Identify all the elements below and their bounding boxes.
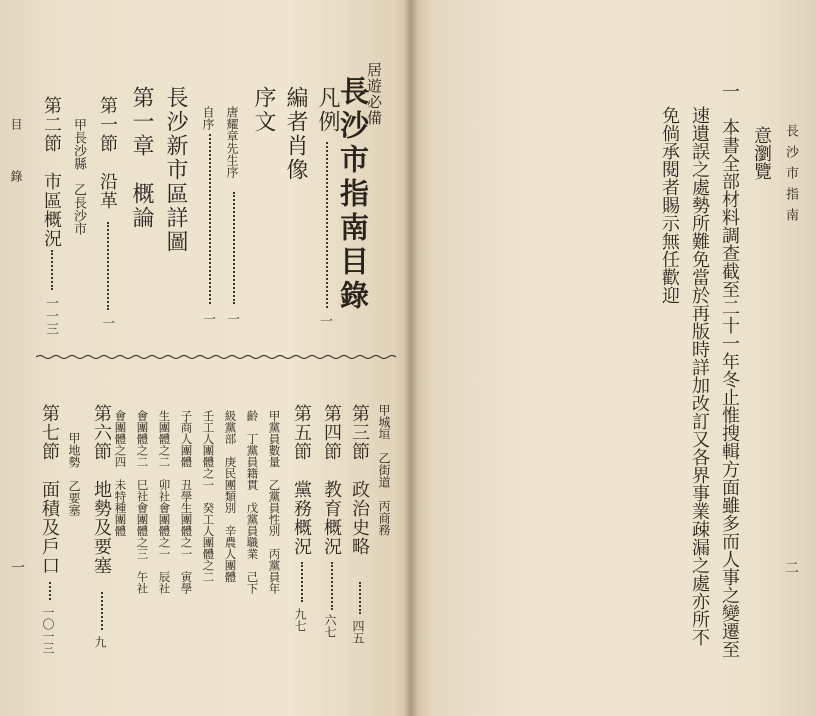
page-number-right: 二 [783, 560, 799, 574]
toc-entry-tang-preface: 唐耀章先生序 [225, 106, 239, 178]
toc-leader [49, 582, 51, 600]
toc-page-section-4: 六七 [323, 614, 337, 638]
notes-item-1-line-2: 速遺誤之處勢所難免當於再版時詳加改訂又各界事業疎漏之處亦所不 [689, 106, 710, 646]
toc-leader [107, 222, 109, 310]
toc-title: 長沙市指南目錄 [336, 76, 370, 314]
toc-entry-section-6: 第六節 地勢及要塞 [91, 404, 112, 575]
toc-entry-section-5-sub: 甲黨員數量 乙黨員性別 丙黨員年 [267, 410, 282, 594]
toc-title-subtitle: 居遊必備 [365, 62, 383, 126]
toc-entry-city-map: 長沙新市區詳圖 [163, 86, 188, 254]
toc-leader [209, 134, 211, 304]
toc-leader [101, 592, 103, 630]
toc-entry-section-2-sub: 甲城垣 乙街道 丙商務 [377, 404, 391, 536]
toc-leader [331, 562, 333, 610]
toc-entry-section-5-sub: 壬工人團體之一 癸工人團體之二 [201, 410, 216, 583]
toc-entry-section-5-sub: 生團體之二 卯社會團體之一 辰社 [157, 410, 172, 594]
toc-leader [301, 562, 303, 602]
page-number-left: 一 [9, 560, 25, 574]
running-header-title: 長沙市指南 [783, 124, 798, 229]
toc-entry-section-6-sub: 甲地勢 乙要塞 [67, 432, 81, 516]
running-footer-label: 目 錄 [9, 118, 23, 196]
toc-page-section-7: 一〇一三 [41, 606, 55, 654]
toc-page-tang-preface: 一 [224, 312, 239, 325]
toc-entry-section-1: 第一節 沿革 [97, 96, 118, 210]
toc-entry-preface: 序文 [251, 86, 276, 134]
toc-entry-section-5-sub: 會團體之二 巳社會團體之三 午社 [135, 410, 150, 594]
notes-item-1-line-3: 免倘承閱者賜示無任歡迎 [659, 106, 680, 304]
toc-entry-chapter-1: 第一章 概論 [129, 86, 154, 230]
toc-entry-section-4: 第四節 教育概況 [321, 404, 342, 556]
toc-page-section-2: 一一三 [43, 296, 58, 335]
toc-entry-section-5: 第五節 黨務概況 [291, 404, 312, 556]
notes-line-continuation: 意瀏覽 [751, 126, 772, 180]
toc-entry-section-3: 第三節 政治史略 [349, 404, 370, 556]
toc-entry-editor-portrait: 編者肖像 [283, 86, 308, 182]
toc-leader [326, 142, 328, 308]
toc-entry-section-5-sub: 級黨部 庚民團類別 辛農人團體 [223, 410, 238, 583]
toc-entry-section-7: 第七節 面積及戶口 [39, 404, 60, 575]
toc-page-section-5: 九七 [293, 608, 307, 632]
toc-page-section-6: 九 [93, 636, 107, 648]
notes-item-1-line-1: 一 本書全部材料調查截至二十一年冬止惟搜輯方面雖多而人事之變遷至 [719, 82, 740, 658]
toc-leader [359, 582, 361, 614]
toc-entry-section-2: 第二節 市區概況 [41, 96, 62, 248]
toc-entry-section-1-sub: 甲長沙縣 乙長沙市 [71, 118, 86, 235]
book-gutter-shadow [404, 0, 418, 716]
section-divider-wavy-line [36, 354, 398, 360]
toc-page-section-1: 一 [99, 316, 114, 329]
toc-entry-fanli: 凡例 [315, 86, 340, 134]
toc-page-section-3: 四五 [351, 620, 365, 644]
toc-entry-section-5-sub: 會團體之四 未特種團體 [113, 410, 128, 537]
toc-leader [233, 192, 235, 304]
toc-entry-section-5-sub: 子商人團體 丑學生團體之一 寅學 [179, 410, 194, 594]
toc-entry-section-5-sub: 齡 丁黨員籍貫 戊黨員職業 己下 [245, 410, 260, 594]
right-page-editorial-notes [412, 0, 816, 716]
toc-page-author-preface: 一 [200, 312, 215, 325]
toc-leader [51, 250, 53, 290]
toc-entry-author-preface: 自序 [201, 106, 215, 130]
toc-page-fanli: 一 [317, 314, 332, 327]
